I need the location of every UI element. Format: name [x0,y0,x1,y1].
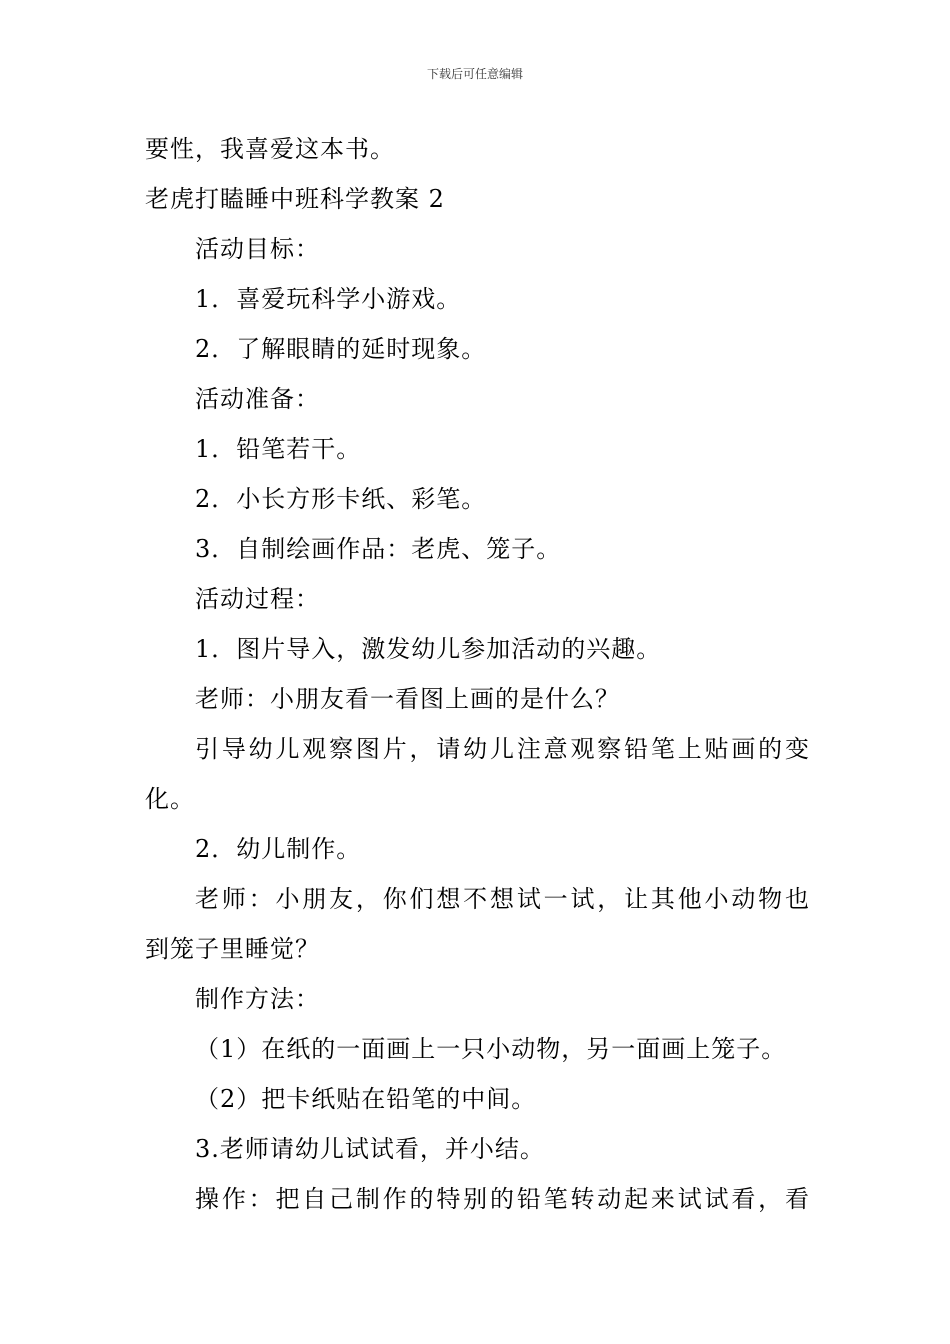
list-item: 1．图片导入，激发幼儿参加活动的兴趣。 [195,635,662,663]
list-item: 1．喜爱玩科学小游戏。 [195,285,462,313]
subheading-preparation: 活动准备： [195,385,320,413]
section-title: 老虎打瞌睡中班科学教案 2 [145,185,445,213]
paragraph-line: 老师：小朋友，你们想不想试一试，让其他小动物也 [195,885,810,913]
subheading-goals: 活动目标： [195,235,320,263]
paragraph-line: 操作：把自己制作的特别的铅笔转动起来试试看，看 [195,1185,810,1213]
paragraph-line: 老师：小朋友看一看图上画的是什么？ [195,685,620,713]
subheading-method: 制作方法： [195,985,320,1013]
document-body [145,124,810,1224]
list-item: 3.老师请幼儿试试看，并小结。 [195,1135,545,1163]
paragraph-line: 到笼子里睡觉？ [145,935,320,963]
list-item: （1）在纸的一面画上一只小动物，另一面画上笼子。 [195,1035,787,1063]
list-item: 2．了解眼睛的延时现象。 [195,335,487,363]
subheading-process: 活动过程： [195,585,320,613]
list-item: 1．铅笔若干。 [195,435,362,463]
paragraph-line: 要性，我喜爱这本书。 [145,135,395,163]
list-item: 2．幼儿制作。 [195,835,362,863]
list-item: （2）把卡纸贴在铅笔的中间。 [195,1085,537,1113]
list-item: 3．自制绘画作品：老虎、笼子。 [195,535,562,563]
paragraph-line: 化。 [145,785,195,813]
list-item: 2．小长方形卡纸、彩笔。 [195,485,487,513]
page-header: 下载后可任意编辑 [426,67,523,81]
paragraph-line: 引导幼儿观察图片，请幼儿注意观察铅笔上贴画的变 [195,735,810,763]
